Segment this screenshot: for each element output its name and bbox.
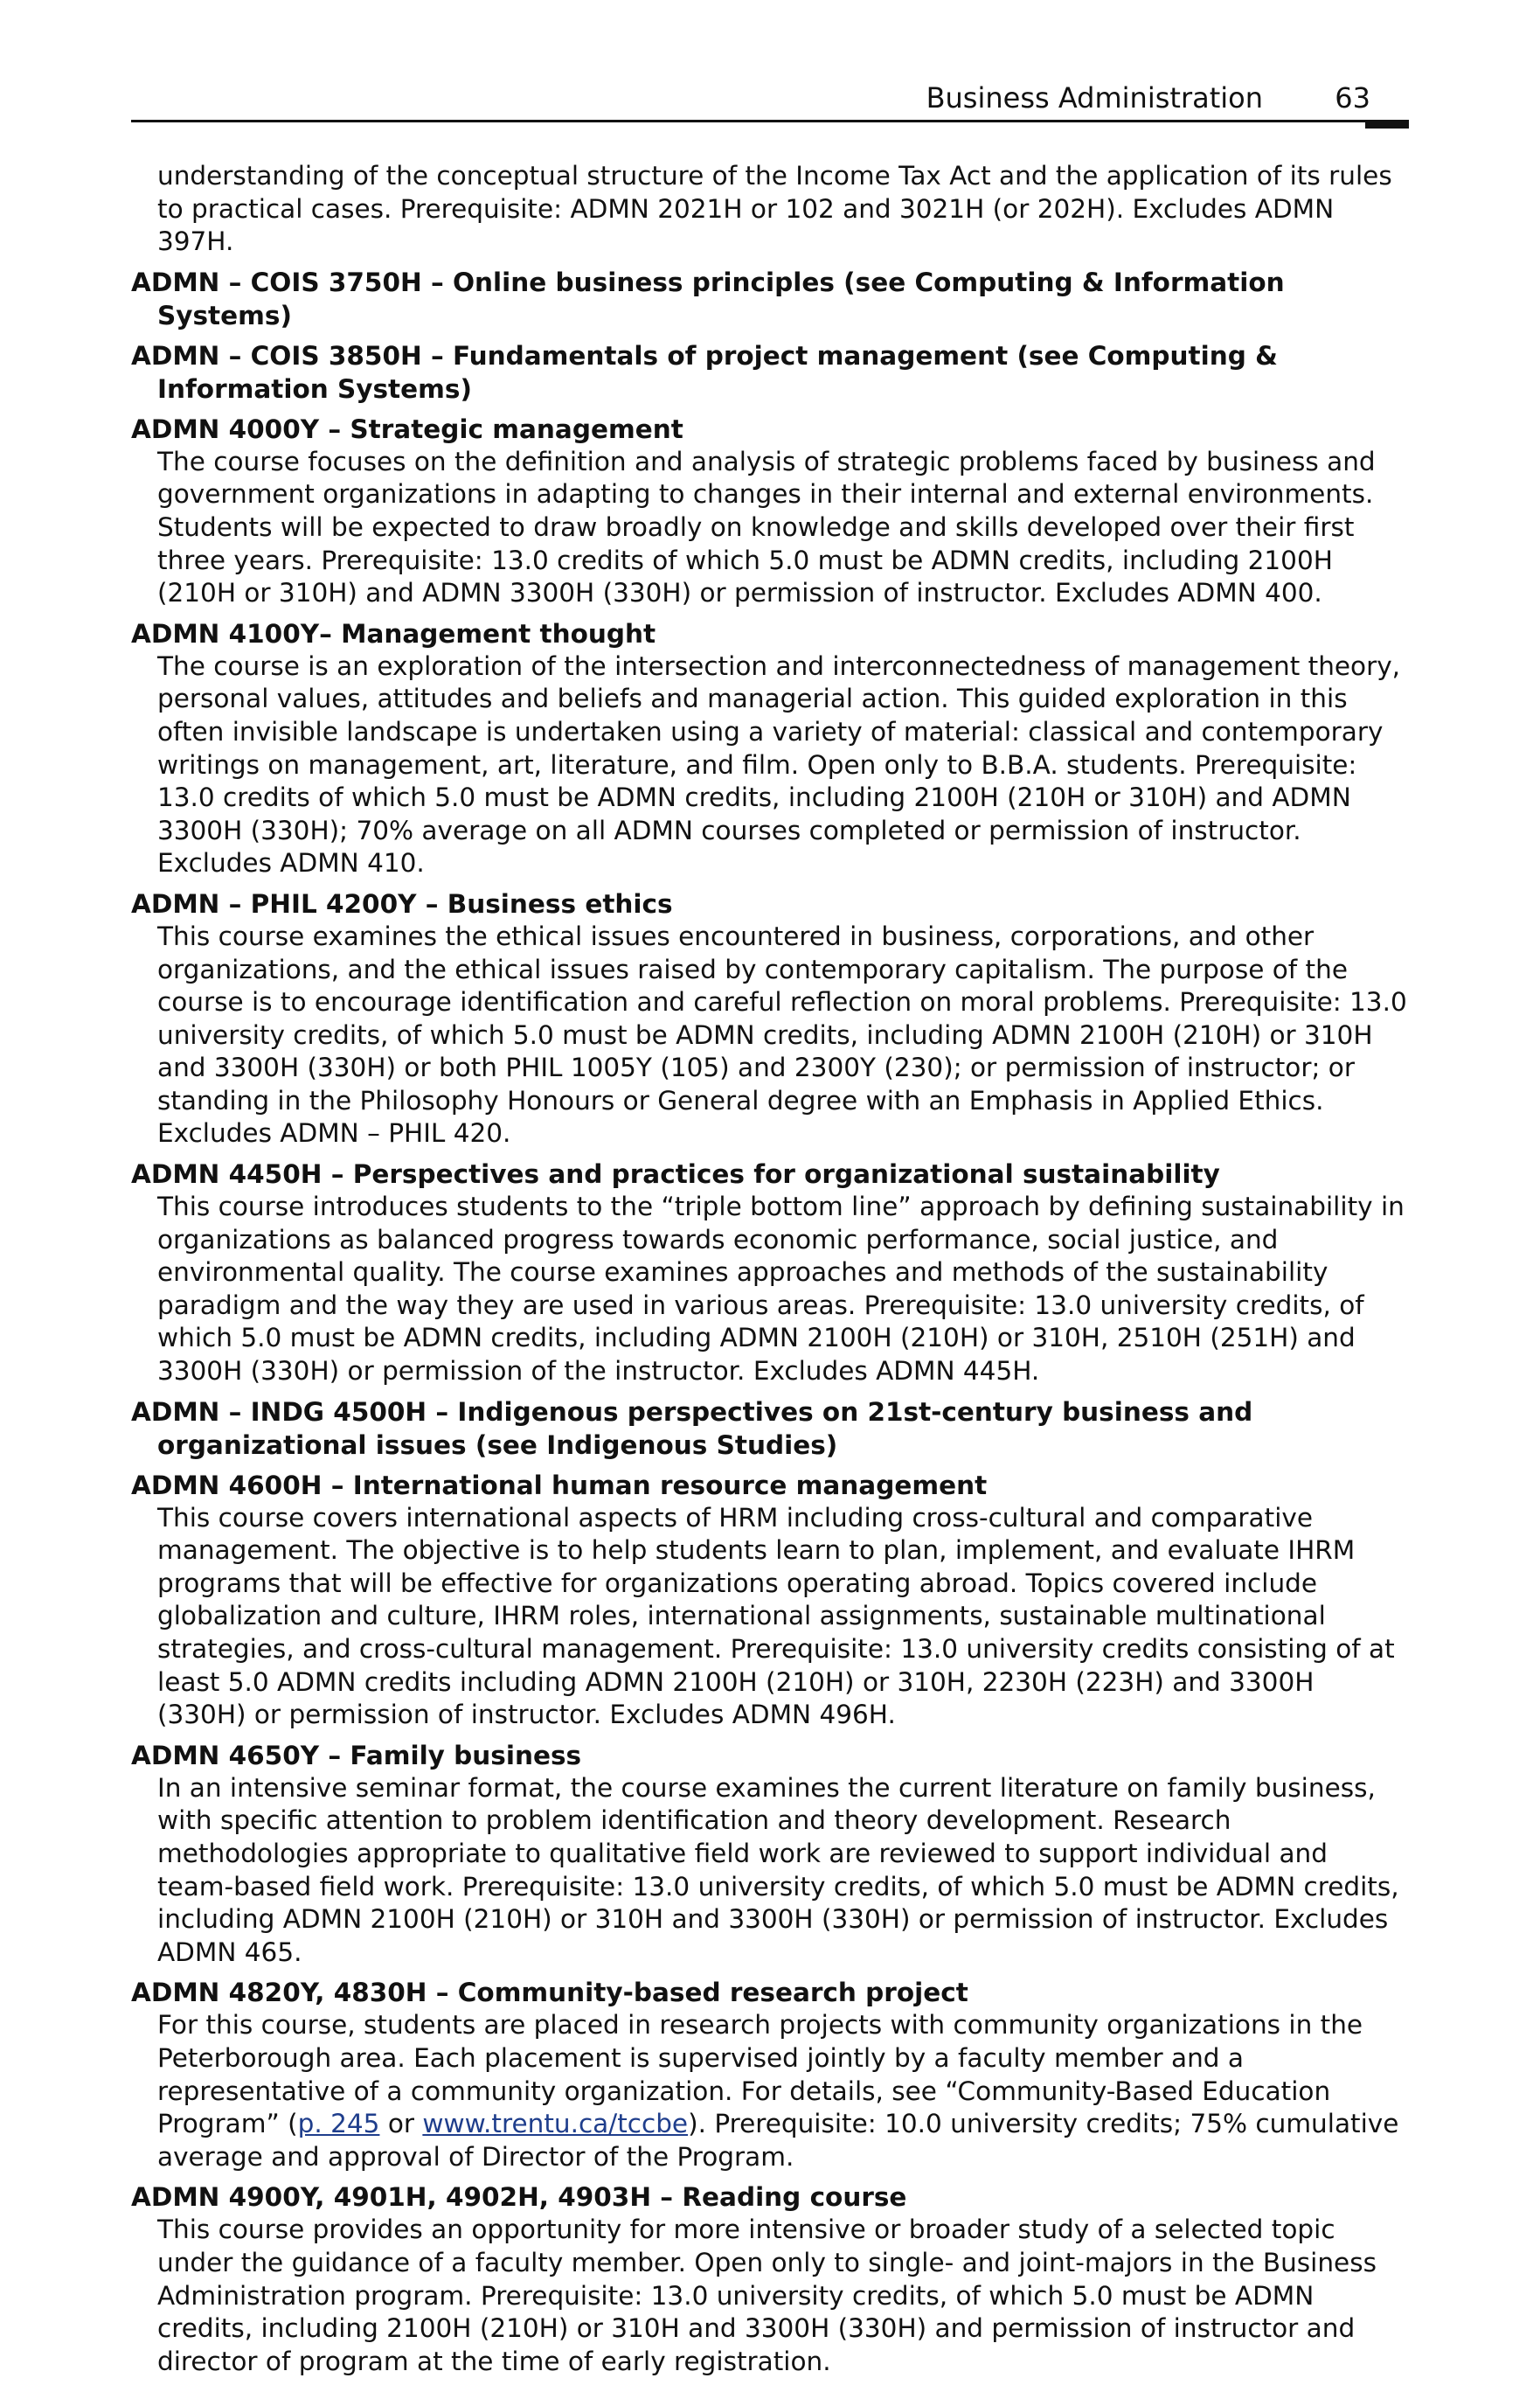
page-header: [131, 80, 1407, 133]
course-title: ADMN 4820Y, 4830H – Community-based research project: [131, 1978, 968, 2008]
course-description: This course introduces students to the “triple bottom line” approach by defining sustainability in organizations as balanced progress towards economic performance, social justice, and environmental quality. The course examines approaches and methods of the sustainability paradigm and the way they are used in various areas. Prerequisite: 13.0 university credits, of which 5.0 must be ADMN credits, including ADMN 2100H (210H) or 310H, 2510H (251H) and 3300H (330H) or permission of the instructor. Excludes ADMN 445H.: [157, 1192, 1405, 1387]
course-description: understanding of the conceptual structure of the Income Tax Act and the application of its rules to practical cases. Prerequisite: ADMN 2021H or 102 and 3021H (or 202H). Excludes ADMN 397H.: [157, 161, 1392, 257]
tccbe-website-link[interactable]: www.trentu.ca/tccbe: [422, 2109, 689, 2139]
course-entry-admn-cois-3750h: [131, 266, 1409, 332]
course-title: ADMN 4100Y– Management thought: [131, 618, 656, 649]
course-title: ADMN 4000Y – Strategic management: [131, 414, 683, 444]
description-text: ). Prerequisite: 10.0 university credits; 75% cumulative average and approval of Director of the Program.: [157, 2109, 1399, 2172]
course-entry-admn-4900y: [131, 2180, 1409, 2378]
header-tab-marker: [1365, 120, 1409, 129]
course-title: ADMN 4450H – Perspectives and practices for organizational sustainability: [131, 1159, 1220, 1190]
header-rule: [131, 120, 1407, 122]
description-text: For this course, students are placed in research projects with community organizations in the Peterborough area. Each placement is supervised jointly by a faculty member and a representative of a community organization. For details, see “Community-Based Education Program” (: [157, 2010, 1363, 2139]
course-title: ADMN 4600H – International human resource management: [131, 1470, 988, 1500]
course-description: This course provides an opportunity for more intensive or broader study of a selected topic under the guidance of a faculty member. Open only to single- and joint-majors in the Business Administration program. Prerequisite: 13.0 university credits, of which 5.0 must be ADMN credits, including 2100H (210H) or 310H and 3300H (330H) and permission of instructor and director of program at the time of early registration.: [157, 2215, 1377, 2376]
course-description: This course covers international aspects of HRM including cross-cultural and comparative management. The objective is to help students learn to plan, implement, and evaluate IHRM programs that will be effective for organizations operating abroad. Topics covered include globalization and culture, IHRM roles, international assignments, sustainable multinational strategies, and cross-cultural management. Prerequisite: 13.0 university credits consisting of at least 5.0 ADMN credits including ADMN 2100H (210H) or 310H, 2230H (223H) and 3300H (330H) or permission of instructor. Excludes ADMN 496H.: [157, 1502, 1395, 1730]
course-entry-admn-indg-4500h: [131, 1395, 1409, 1462]
course-entry-admn-4600h: [131, 1469, 1409, 1732]
course-description: The course is an exploration of the intersection and interconnectedness of management theory, personal values, attitudes and beliefs and managerial action. This guided exploration in this often invisible landscape is undertaken using a variety of material: classical and contemporary writings on management, art, literature, and film. Open only to B.B.A. students. Prerequisite: 13.0 credits of which 5.0 must be ADMN credits, including 2100H (210H or 310H) and ADMN 3300H (330H); 70% average on all ADMN courses completed or permission of instructor. Excludes ADMN 410.: [157, 650, 1401, 879]
page-245-link[interactable]: p. 245: [297, 2109, 380, 2139]
course-entry-admn-4650y: [131, 1739, 1409, 1970]
course-description: This course examines the ethical issues encountered in business, corporations, and other organizations, and the ethical issues raised by contemporary capitalism. The purpose of the course is to encourage identification and careful reflection on moral problems. Prerequisite: 13.0 university credits, of which 5.0 must be ADMN credits, including ADMN 2100H (210H) or 310H and 3300H (330H) or both PHIL 1005Y (105) and 2300Y (230); or permission of instructor; or standing in the Philosophy Honours or General degree with an Emphasis in Applied Ethics. Excludes ADMN – PHIL 420.: [157, 921, 1407, 1149]
course-description: [131, 2009, 1409, 2173]
course-title: ADMN – INDG 4500H – Indigenous perspectives on 21st-century business and organizational issues (see Indigenous Studies): [131, 1396, 1253, 1460]
course-entry-admn-4820y: [131, 1976, 1409, 2173]
course-entry-admn-4450h: [131, 1158, 1409, 1388]
description-text: or: [379, 2109, 423, 2139]
course-title: ADMN 4650Y – Family business: [131, 1740, 582, 1770]
course-description: The course focuses on the definition and analysis of strategic problems faced by business and government organizations in adapting to changes in their internal and external environments. Students will be expected to draw broadly on knowledge and skills developed over their first three years. Prerequisite: 13.0 credits of which 5.0 must be ADMN credits, including 2100H (210H or 310H) and ADMN 3300H (330H) or permission of instructor. Excludes ADMN 400.: [157, 446, 1376, 608]
course-entry-admn-phil-4200y: [131, 887, 1409, 1151]
course-listing: [131, 160, 1409, 2385]
course-entry-admn-4100y: [131, 617, 1409, 880]
course-entry-admn-cois-3850h: [131, 339, 1409, 406]
course-title: ADMN – PHIL 4200Y – Business ethics: [131, 888, 673, 919]
section-title: Business Administration: [926, 81, 1263, 115]
course-title: ADMN – COIS 3850H – Fundamentals of project management (see Computing & Information Systems): [131, 340, 1278, 404]
course-title: ADMN – COIS 3750H – Online business principles (see Computing & Information Systems): [131, 267, 1285, 330]
page-number: 63: [1335, 81, 1370, 115]
course-entry-admn-4000y: [131, 413, 1409, 610]
course-description: In an intensive seminar format, the course examines the current literature on family business, with specific attention to problem identification and theory development. Research methodologies appropriate to qualitative field work are reviewed to support individual and team-based field work. Prerequisite: 13.0 university credits, of which 5.0 must be ADMN credits, including ADMN 2100H (210H) or 310H and 3300H (330H) or permission of instructor. Excludes ADMN 465.: [157, 1772, 1399, 1967]
continuation-entry: [131, 160, 1409, 259]
course-title: ADMN 4900Y, 4901H, 4902H, 4903H – Reading course: [131, 2182, 907, 2213]
